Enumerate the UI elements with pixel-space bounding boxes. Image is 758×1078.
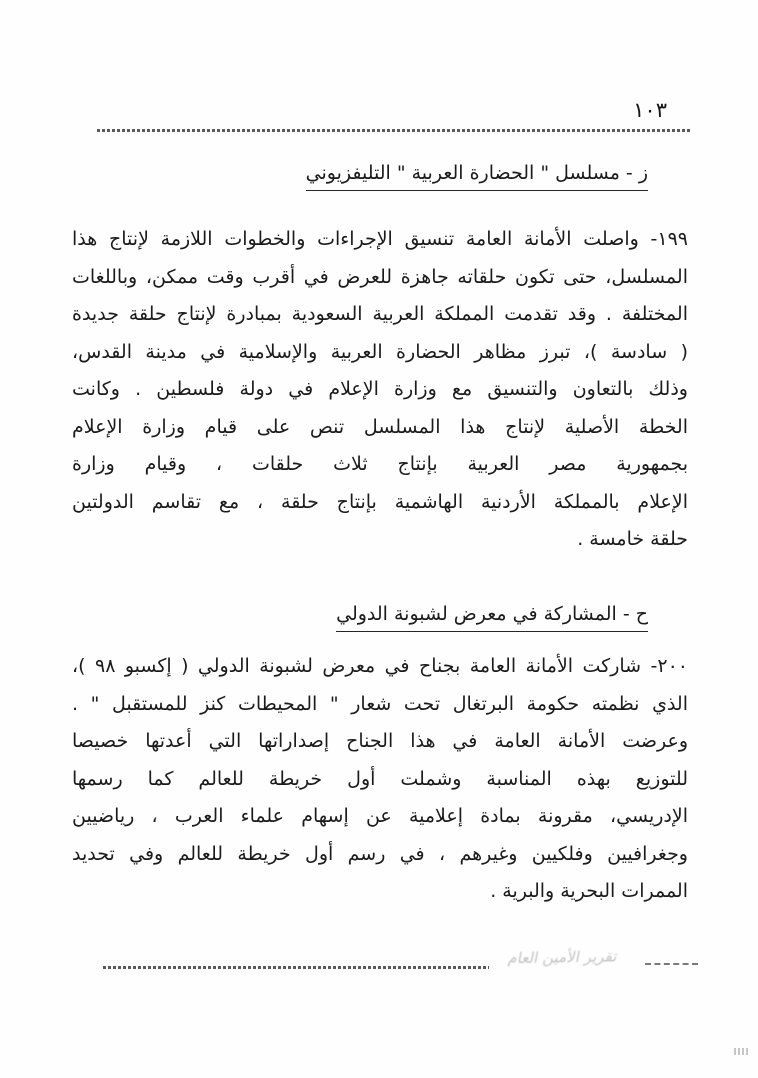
paragraph-line: الممرات البحرية والبرية . xyxy=(490,880,688,902)
page-number: ١٠٣ xyxy=(633,98,667,122)
scan-smudge xyxy=(734,1048,750,1055)
section-heading-tv-series xyxy=(306,162,648,191)
paragraph-line: ٢٠٠- شاركت الأمانة العامة بجناح في معرض لشبونة الدولي ( إكسبو ٩٨ )، xyxy=(72,655,689,677)
paragraph-line: حلقة خامسة . xyxy=(577,528,688,550)
paragraph-line: الذي نظمته حكومة البرتغال تحت شعار " المحيطات كنز للمستقبل " . xyxy=(72,692,688,715)
footer-rule xyxy=(103,966,489,969)
paragraph-line: ( سادسة )، تبرز مظاهر الحضارة العربية والإسلامية في مدينة القدس، xyxy=(72,340,688,363)
paragraph-line: الإدريسي، مقرونة بمادة إعلامية عن إسهام علماء العرب ، رياضيين xyxy=(72,805,688,827)
paragraph-line: الخطة الأصلية لإنتاج هذا المسلسل تنص على قيام وزارة الإعلام xyxy=(72,415,688,438)
section-heading-lisbon-expo xyxy=(336,603,648,632)
paragraph-line: وذلك بالتعاون والتنسيق مع وزارة الإعلام في دولة فلسطين . وكانت xyxy=(72,378,688,400)
paragraph-line: المختلفة . وقد تقدمت المملكة العربية السعودية بمبادرة لإنتاج حلقة جديدة xyxy=(72,303,688,325)
section-heading-text: ح - المشاركة في معرض لشبونة الدولي xyxy=(336,603,648,632)
paragraph-line: وعرضت الأمانة العامة في هذا الجناح إصداراتها التي أعدتها خصيصا xyxy=(72,730,688,752)
footer-handwritten-note: تقرير الأمين العام xyxy=(506,947,620,967)
paragraph-line: المسلسل، حتى تكون حلقاته جاهزة للعرض في أقرب وقت ممكن، وباللغات xyxy=(72,265,688,288)
section-heading-text: ز - مسلسل " الحضارة العربية " التليفزيوني xyxy=(306,162,648,191)
footer-dash-segment xyxy=(645,963,698,965)
paragraph-line: للتوزيع بهذه المناسبة وشملت أول خريطة للعالم كما رسمها xyxy=(72,767,688,790)
paragraph-line: وجغرافيين وفلكيين وغيرهم ، في رسم أول خريطة للعالم وفي تحديد xyxy=(72,842,688,865)
paragraph-200 xyxy=(72,648,688,911)
paragraph-line: بجمهورية مصر العربية بإنتاج ثلاث حلقات ، وقيام وزارة xyxy=(72,453,688,475)
header-rule xyxy=(97,129,690,132)
paragraph-199 xyxy=(72,221,688,559)
paragraph-line: ١٩٩- واصلت الأمانة العامة تنسيق الإجراءات والخطوات اللازمة لإنتاج هذا xyxy=(72,228,688,250)
paragraph-line: الإعلام بالمملكة الأردنية الهاشمية بإنتاج حلقة ، مع تقاسم الدولتين xyxy=(72,490,688,513)
